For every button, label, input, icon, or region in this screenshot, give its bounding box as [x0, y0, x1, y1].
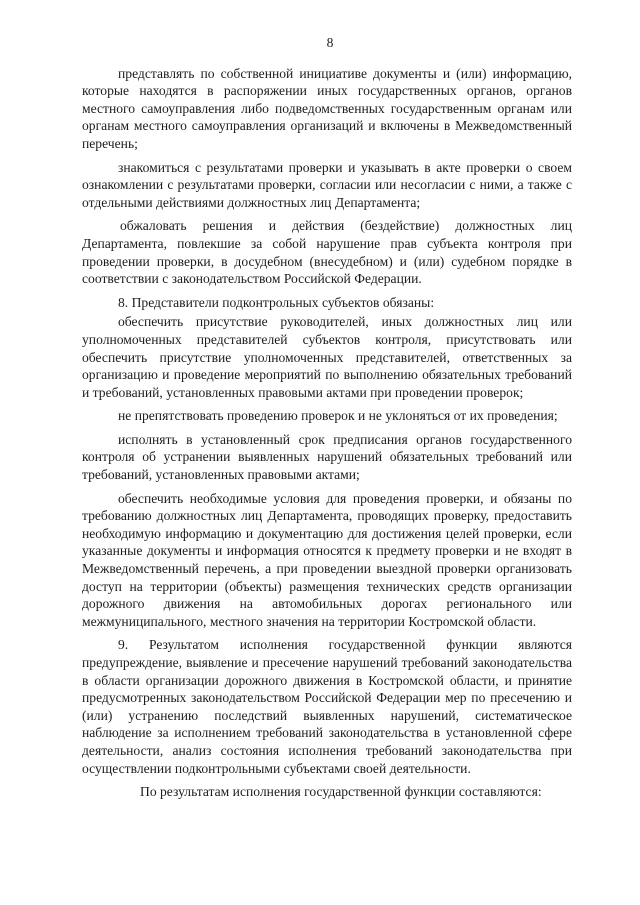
paragraph-results-drawn-up: По результатам исполнения государственной функции составляются:	[140, 784, 542, 800]
paragraph-duty-ensure-presence: обеспечить присутствие руководителей, иных должностных лиц или уполномоченных представителей субъектов контроля, присутствовать или обеспечить присутствие уполномоченных представителей, ответственных за организацию и проведение мероприятий по выполнению обязательных требований и требований, установленных правовыми актами при проведении проверок;	[82, 314, 572, 400]
paragraph-duty-provide-conditions: обеспечить необходимые условия для проведения проверки, и обязаны по требованию должностных лиц Департамента, проводящих проверку, предоставить необходимую информацию и документацию для достижения целей проверки, если указанные документы и информация относятся к предмету проверки и не входят в Межведомственный перечень, а при проведении выездной проверки организовать доступ на территории (объекты) размещения технических средств организации дорожного движения на автомобильных дорогах регионального или межмуниципального, местного значения на территории Костромской области.	[82, 490, 572, 629]
paragraph-section-8-heading: 8. Представители подконтрольных субъектов обязаны:	[118, 294, 435, 310]
paragraph-duty-execute-orders: исполнять в установленный срок предписания органов государственного контроля об устранении выявленных нарушений обязательных требований или требований, установленных правовыми актами;	[82, 431, 572, 483]
paragraph-right-to-submit-documents: представлять по собственной инициативе документы и (или) информацию, которые находятся в распоряжении иных государственных органов, органов местного самоуправления либо подведомственных государственным органам или органам местного самоуправления организаций и включены в Межведомственный перечень;	[82, 65, 572, 151]
paragraph-duty-not-obstruct: не препятствовать проведению проверок и не уклоняться от их проведения;	[118, 408, 558, 424]
page-number: 8	[326, 35, 334, 50]
paragraph-right-to-review-results: знакомиться с результатами проверки и указывать в акте проверки о своем ознакомлении с результатами проверки, согласии или несогласии с ними, а также с отдельными действиями должностных лиц Департамента;	[82, 159, 572, 210]
paragraph-right-to-appeal: обжаловать решения и действия (бездействие) должностных лиц Департамента, повлекшие за собой нарушение прав субъекта контроля при проведении проверки, в досудебном (внесудебном) и (или) судебном порядке в соответствии с законодательством Российской Федерации.	[82, 218, 572, 287]
paragraph-section-9-result: 9. Результатом исполнения государственной функции являются предупреждение, выявление и пресечение нарушений требований законодательства в области организации дорожного движения в Костромской области, и принятие предусмотренных законодательством Российской Федерации мер по пресечению и (или) устранению последствий выявленных нарушений, систематическое наблюдение за исполнением требований законодательства в установленной сфере деятельности, анализ состояния исполнения требований законодательства при осуществлении подконтрольными субъектами своей деятельности.	[82, 637, 572, 776]
